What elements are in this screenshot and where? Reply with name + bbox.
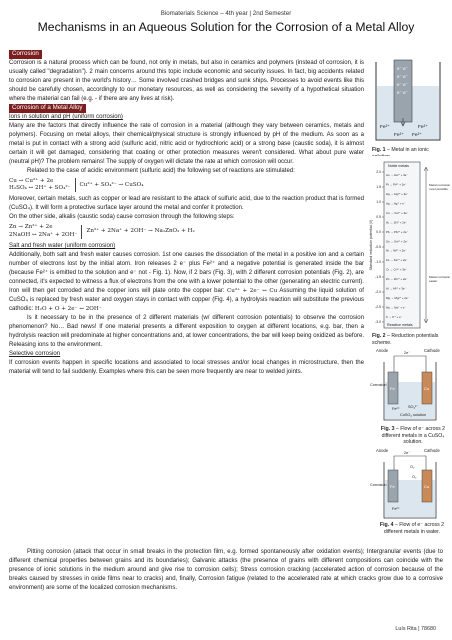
svg-text:SO₄²⁻: SO₄²⁻ <box>408 405 419 409</box>
reaction-line: Cu²⁺ + SO₄²⁻ → CuSO₄ <box>79 181 144 188</box>
svg-text:e⁻ e⁻: e⁻ e⁻ <box>397 82 409 87</box>
tick-label: -0.5 <box>375 245 381 250</box>
svg-text:Cu: Cu <box>424 484 430 489</box>
reaction-block-alkali <box>9 224 364 238</box>
section-alloy: Corrosion of a Metal Alloy <box>9 104 86 113</box>
figure-3 <box>370 346 448 424</box>
figure-1-graphic <box>372 56 444 146</box>
tick-label: -1.5 <box>375 275 381 280</box>
figure-4-graphic <box>370 446 448 522</box>
salt-heading: Salt and fresh water (uniform corrosion) <box>9 242 116 249</box>
svg-text:e⁻ e⁻: e⁻ e⁻ <box>397 90 409 95</box>
selective-heading: Selective corrosion <box>9 350 61 357</box>
figure-3-caption-text: – Flow of e⁻ across 2 different metals in a CuSO₄ solution. <box>381 426 446 446</box>
half-reaction-label: Pt → Pt²⁺ + 2e⁻ <box>386 182 407 187</box>
reaction-inline-h2o: H₂O + O + 2e⁻ ↔ 2OH⁻ <box>34 305 102 312</box>
sulfuric-intro: Related to the case of acidic environment (sulfuric acid) the following set of reactions are stimulated: <box>27 168 295 174</box>
svg-text:Fe²⁺: Fe²⁺ <box>412 133 422 138</box>
figure-2 <box>368 156 451 332</box>
svg-text:Fe²⁺: Fe²⁺ <box>394 133 404 138</box>
half-reaction-label: K → K⁺ + e⁻ <box>386 315 403 319</box>
svg-text:e⁻ e⁻: e⁻ e⁻ <box>397 74 409 79</box>
right-top-label: Metal corrosion most possible <box>429 183 451 191</box>
axis-label: Standard reduction potential (V) <box>369 219 373 271</box>
svg-text:2e⁻: 2e⁻ <box>404 451 411 455</box>
figure-1-caption-text: – Metal in an ionic <box>386 147 429 153</box>
half-reaction-label: Ag → Ag⁺ + e⁻ <box>386 201 406 206</box>
reaction-inline-cu: Cu²⁺ + 2e⁻ ↔ Cu <box>226 287 278 294</box>
potential-box <box>384 162 420 328</box>
page-header: Biomaterials Science – 4th year | 2nd Semester <box>160 10 292 17</box>
right-bottom-label: Metal corrosion easier <box>429 275 451 283</box>
svg-text:Fe: Fe <box>390 386 395 391</box>
half-reaction-label: Ni → Ni²⁺ + 2e⁻ <box>386 248 407 253</box>
potential-paragraph: Is it necessary to be in the presence of 2 different materials (w/ different corrosion potentials) to observe the corrosion phenomenon? No… Bad news! If one material presents a different exposition to oxygen at different locations, e.g. bar, then a hydrolysis reaction will predominate at higher concentrations and, at lower concentrations, the bar will keep being oxidized as before. Releasing ions to the environment. <box>9 314 364 348</box>
reactive-metals-label: Reactive metals <box>387 323 413 327</box>
svg-text:Fe²⁺: Fe²⁺ <box>380 125 390 130</box>
svg-text:Fe²⁺: Fe²⁺ <box>392 507 400 511</box>
svg-text:Corrosion: Corrosion <box>370 383 387 387</box>
corrosion-paragraph: Corrosion is a natural process which can be found, not only in metals, but also in ceramics and polymers (instead of corrosion, it is usually called "degradation"). 2 main concerns around this topic include economic and security issues. In fact, big accidents related to corrosion are present in the world's history… Some involved crashed bridges and sunk ships. Processes to avoid events like this should be carefully chosen, accordingly to our monetary resources, as well as considering the severity of a hypothetical situation where the material can fail (e.g. - if there are any lives at risk). <box>9 60 364 102</box>
figure-4-caption <box>376 522 448 535</box>
tick-label: 0.0 <box>376 230 381 235</box>
figure-3-graphic <box>370 346 448 424</box>
svg-text:Corrosion: Corrosion <box>370 483 387 487</box>
reduction-potential-chart <box>368 156 451 332</box>
tick-label: -3.0 <box>375 320 381 325</box>
copper-paragraph: Moreover, certain metals, such as copper or lead are resistant to the attack of sulfuric acid, due to the reaction product that is formed (CuSO₄). It will form a protective surface layer around the metal and confer it protection. <box>9 196 364 212</box>
tick-label: 1.5 <box>376 185 381 190</box>
half-reaction-label: Fe → Fe²⁺ + 2e⁻ <box>386 258 408 263</box>
half-reaction-label: Pb → Pb²⁺ + 2e⁻ <box>386 229 409 234</box>
half-reaction-label: Sn → Sn²⁺ + 2e⁻ <box>386 239 409 244</box>
fig3-anode-label: Anode <box>376 348 389 353</box>
half-reaction-label: Au → Au³⁺ + 3e⁻ <box>386 173 408 177</box>
svg-text:Anode: Anode <box>376 448 389 453</box>
svg-text:Fe²⁺: Fe²⁺ <box>418 125 428 130</box>
reaction-line: Cu → Cu²⁺ + 2e <box>9 178 54 184</box>
half-reaction-label: H₂ → 2H⁺ + 2e⁻ <box>386 220 407 225</box>
tick-label: 1.0 <box>376 200 381 205</box>
figure-3-caption <box>378 426 448 446</box>
svg-text:O₂: O₂ <box>410 465 415 469</box>
pitting-paragraph: Pitting corrosion (attack that occur in small breaks in the protection film, e.g. formed spontaneously after oxidation events); Intergranular events (due to different chemical properties between grains and its boundaries); Galvanic attacks (the presence of grains with different compositions can coincide with the presence of ionic solutions in the medium around and give rise to corrosion cells); Stress corrosion cracking (accelerated action of corrosion because of the breaks caused by stresses in oxide films near to cracks) and, finally, Corrosion fatigue (related to the accelerated rate at which cracks grow due to a corrosive environment) are some of the localized corrosion mechanisms. <box>9 549 443 591</box>
ions-heading: Ions in solution and pH (uniform corrosion) <box>9 114 123 120</box>
reaction-line: 2NaOH ↔ 2Na⁺ + 2OH⁻ <box>9 231 78 238</box>
reaction-line: Zn²⁺ + 2Na⁺ + 2OH⁻ → Na₂ZnO₂ + H₂ <box>86 228 195 234</box>
tick-label: -1.0 <box>375 260 381 265</box>
half-reaction-label: Zn → Zn²⁺ + 2e⁻ <box>386 277 408 282</box>
svg-text:CuSO₄ solution: CuSO₄ solution <box>400 413 427 417</box>
half-reaction-label: Mg → Mg²⁺ + 2e⁻ <box>386 296 410 301</box>
figure-1 <box>372 56 444 146</box>
half-reaction-label: Na → Na⁺ + e⁻ <box>386 305 406 310</box>
reaction-block-sulfuric <box>9 178 364 192</box>
half-reaction-label: Al → Al³⁺ + 3e⁻ <box>386 286 407 291</box>
figure-4-label: Fig. 4 <box>379 522 394 528</box>
page-footer: Luís Rita | 78680 <box>395 626 436 632</box>
fig3-cathode-label: Cathode <box>424 348 440 353</box>
noble-metals-label: Noble metals <box>388 164 409 168</box>
reaction-line: Zn → Zn²⁺ + 2e <box>9 224 53 231</box>
main-column <box>9 50 364 377</box>
salt-paragraph-2: Assuming the liquid solution of CuSO₄ is replaced by fresh water and oxygen stays in contact with copper (Fig. 4), a hydrolysis reaction will substitute the previous cathodic: <box>9 287 364 312</box>
alkalis-paragraph: On the other side, alkalis (caustic soda) cause corrosion through the following steps: <box>9 214 235 221</box>
svg-text:2e⁻: 2e⁻ <box>404 351 411 355</box>
svg-text:Fe²⁺: Fe²⁺ <box>392 407 400 411</box>
svg-text:O₂: O₂ <box>412 475 417 479</box>
figure-2-caption <box>372 333 448 346</box>
tick-label: -2.5 <box>375 305 381 310</box>
tick-label: -2.0 <box>375 290 381 295</box>
figure-2-label: Fig. 2 <box>372 333 386 339</box>
page-title: Mechanisms in an Aqueous Solution for the Corrosion of a Metal Alloy <box>37 20 415 34</box>
figure-4-caption-text: – Flow of e⁻ across 2 different metals in water. <box>383 522 445 535</box>
figure-3-label: Fig. 3 <box>380 426 395 432</box>
svg-text:Cathode: Cathode <box>424 448 440 453</box>
selective-paragraph: If corrosion events happen in specific locations and associated to local stresses and/or local changes in microstructure, then the material will tend to fail suddenly. Examples where this can be seen more frequently are near to welded joints. <box>9 359 364 375</box>
salt-paragraph-1: Additionally, both salt and fresh water causes corrosion. 1st one causes the dissociation of the metal in a positive ion and a certain number of electrons lost by the initial atom. Iron releases 2 e⁻ plus Fe²⁺ and a negative potential is generated inside the bar (because Fe²⁺ is emitted to the solution and e⁻ not - Fig. 1). Now, if 2 bars (Fig. 3), with 2 different corrosion potentials (Fig. 2), are connected, it's expected to witness a flux of electrons from the one with a lower potential to the other (generating an electric current). Iron will then get corroded and the copper ions will plate onto the copper bar: <box>9 251 364 294</box>
svg-text:Fe: Fe <box>390 484 395 489</box>
half-reaction-label: Cr → Cr³⁺ + 3e⁻ <box>386 267 408 272</box>
bottom-paragraph-wrap <box>9 548 443 593</box>
tick-label: 0.5 <box>376 215 381 220</box>
reaction-line: H₂SO₄ ↔ 2H⁺ + SO₄²⁻ <box>9 185 71 192</box>
section-corrosion: Corrosion <box>9 50 42 59</box>
tick-label: 2.0 <box>376 170 381 175</box>
ions-paragraph: Many are the factors that directly influence the rate of corrosion in a material (although they vary between ceramics, metals and polymers). Focusing on metal alloys, their chemical/physical structure is strongly influenced by pH of the medium. As soon as a metal is put in contact with a strong acid (sulfuric acid, nitric acid or hydrochloric acid) or a strong base (caustic soda), it is almost certain it will get damaged, considering that coating or other protection measures weren't considered. What about pure water (neutral pH)? The problem remains! The supply of oxygen will dictate the rate at which corrosion will occur. <box>9 123 364 165</box>
figure-2-caption-text: – Reduction potentials scheme. <box>372 333 439 346</box>
half-reaction-label: Hg → Hg²⁺ + 2e⁻ <box>386 191 409 196</box>
figure-1-label: Fig. 1 <box>372 147 386 153</box>
svg-text:Cu: Cu <box>424 386 430 391</box>
svg-text:e⁻ e⁻: e⁻ e⁻ <box>397 66 409 71</box>
half-reaction-label: Cu → Cu²⁺ + 2e⁻ <box>386 210 409 215</box>
figure-4 <box>370 446 448 522</box>
